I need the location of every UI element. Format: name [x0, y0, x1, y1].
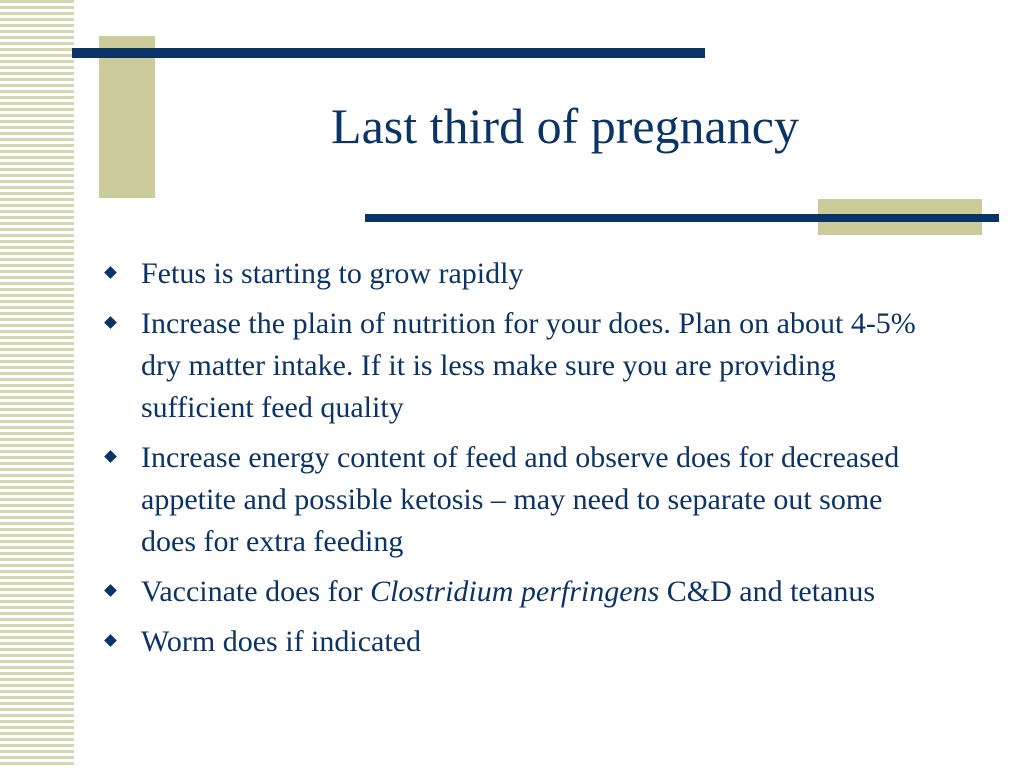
bullet-text: Worm does if indicated	[141, 625, 422, 658]
diamond-bullet-icon	[104, 266, 117, 279]
bullet-text-prefix: Vaccinate does for	[141, 575, 371, 608]
bullet-item	[104, 253, 944, 295]
slide-title: Last third of pregnancy	[331, 98, 799, 154]
title-accent-block	[99, 36, 155, 198]
bullet-text: Fetus is starting to grow rapidly	[141, 257, 524, 290]
diamond-bullet-icon	[104, 584, 117, 597]
title-top-rule	[72, 48, 705, 58]
bullet-list	[104, 253, 944, 671]
bullet-text-suffix: C&D and tetanus	[659, 575, 876, 608]
bullet-item	[104, 621, 944, 663]
bullet-item	[104, 303, 944, 429]
left-stripe-border	[0, 0, 74, 768]
bullet-item	[104, 437, 944, 563]
bullet-text: Increase energy content of feed and observe does for decreased appetite and possible ketosis – may need to separate out some does for extra feeding	[141, 441, 900, 558]
bullet-text: Increase the plain of nutrition for your does. Plan on about 4-5% dry matter intake. If it is less make sure you are providing sufficient feed quality	[141, 307, 916, 424]
diamond-bullet-icon	[104, 316, 117, 329]
bullet-item	[104, 571, 944, 613]
title-bottom-rule	[365, 214, 999, 222]
bullet-text-species: Clostridium perfringens	[370, 575, 660, 608]
diamond-bullet-icon	[104, 450, 117, 463]
diamond-bullet-icon	[104, 634, 117, 647]
